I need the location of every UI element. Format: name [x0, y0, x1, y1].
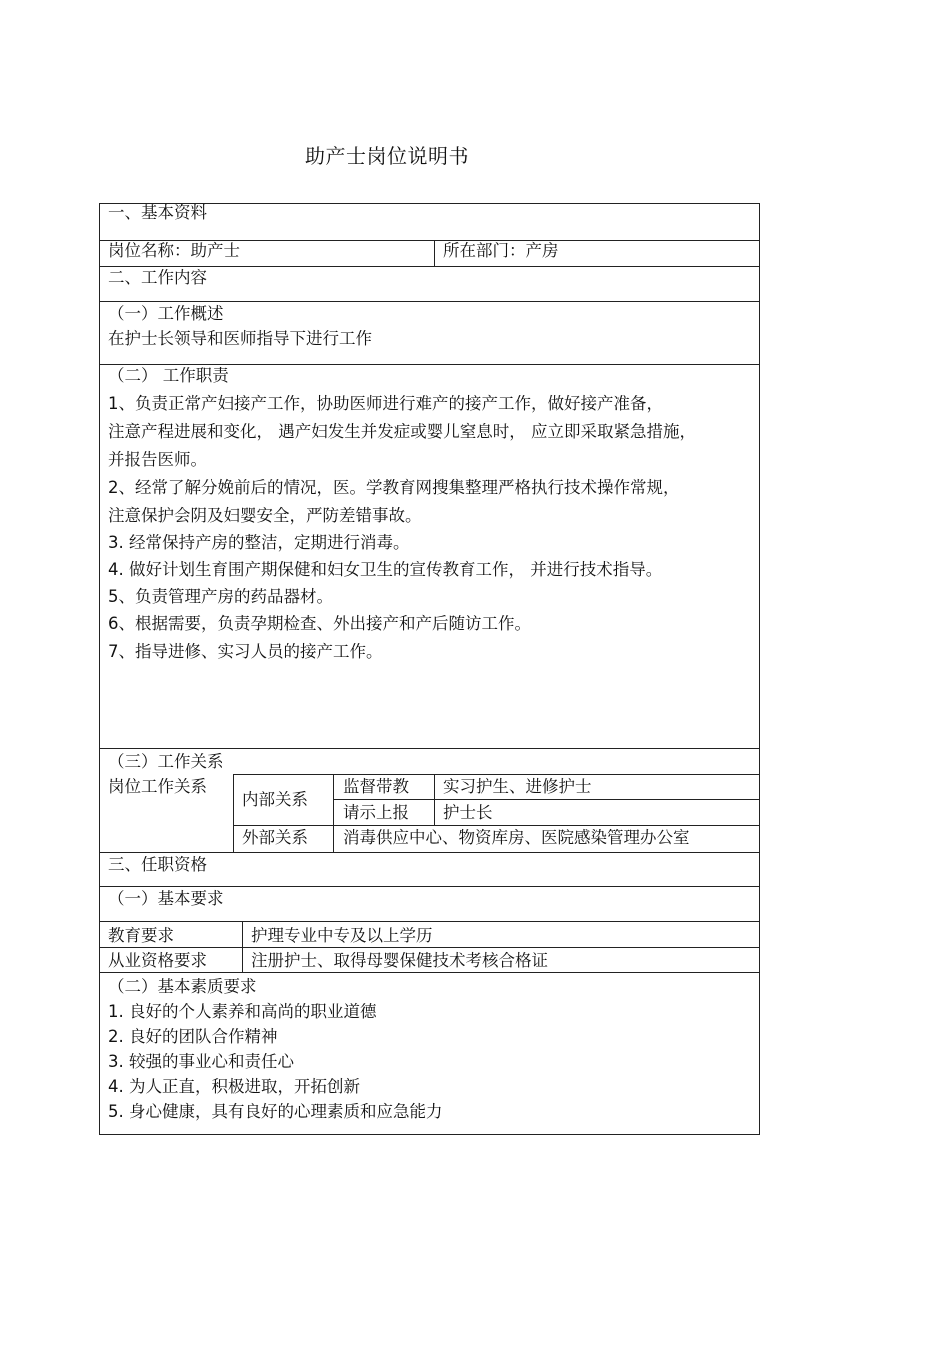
row-divider: [99, 301, 760, 302]
quality-line: 2. 良好的团队合作精神: [108, 1027, 278, 1046]
duty-line: 3. 经常保持产房的整洁，定期进行消毒。: [108, 533, 410, 552]
document-title: 助产士岗位说明书: [305, 144, 469, 168]
row-divider: [99, 748, 760, 749]
position-name: 岗位名称：助产士: [108, 241, 240, 260]
quality-line: 3. 较强的事业心和责任心: [108, 1052, 294, 1071]
row-divider: [99, 364, 760, 365]
supervise-label: 监督带教: [343, 777, 409, 796]
duty-line: 6、根据需要，负责孕期检查、外出接产和产后随访工作。: [108, 614, 531, 633]
quality-line: 4. 为人正直，积极进取，开拓创新: [108, 1077, 360, 1096]
column-divider: [434, 240, 435, 266]
section-heading-basic-info: 一、基本资料: [108, 203, 207, 222]
row-divider: [99, 852, 760, 853]
row-divider: [99, 947, 760, 948]
supervise-value: 实习护生、进修护士: [443, 777, 592, 796]
qualification-label: 从业资格要求: [108, 951, 207, 970]
internal-relations-label: 内部关系: [242, 790, 308, 809]
relations-heading: （三）工作关系: [108, 752, 224, 771]
overview-heading: （一）工作概述: [108, 304, 224, 323]
section-heading-work-content: 二、工作内容: [108, 268, 207, 287]
qualification-value: 注册护士、取得母婴保健技术考核合格证: [251, 951, 548, 970]
relations-label: 岗位工作关系: [108, 777, 207, 796]
row-divider: [233, 825, 760, 826]
duty-line: 4. 做好计划生育围产期保健和妇女卫生的宣传教育工作， 并进行技术指导。: [108, 560, 663, 579]
column-divider: [333, 774, 334, 852]
duties-heading: （二） 工作职责: [108, 366, 229, 385]
education-value: 护理专业中专及以上学历: [251, 926, 433, 945]
column-divider: [233, 774, 234, 852]
row-divider: [99, 266, 760, 267]
duty-line: 1、负责正常产妇接产工作，协助医师进行难产的接产工作，做好接产准备，: [108, 394, 663, 413]
quality-heading: （二）基本素质要求: [108, 977, 257, 996]
report-label: 请示上报: [343, 803, 409, 822]
external-relations-label: 外部关系: [242, 828, 308, 847]
row-divider: [333, 799, 760, 800]
section-heading-qualifications: 三、任职资格: [108, 855, 207, 874]
report-value: 护士长: [443, 803, 493, 822]
external-relations-value: 消毒供应中心、物资库房、医院感染管理办公室: [343, 828, 690, 847]
row-divider: [233, 774, 760, 775]
quality-line: 1. 良好的个人素养和高尚的职业道德: [108, 1002, 377, 1021]
quality-line: 5. 身心健康，具有良好的心理素质和应急能力: [108, 1102, 443, 1121]
duty-line: 2、经常了解分娩前后的情况，医。学教育网搜集整理严格执行技术操作常规，: [108, 478, 680, 497]
duty-line: 注意保护会阴及妇婴安全，严防差错事故。: [108, 506, 422, 525]
duty-line: 注意产程进展和变化， 遇产妇发生并发症或婴儿窒息时， 应立即采取紧急措施，: [108, 422, 696, 441]
row-divider: [99, 886, 760, 887]
column-divider: [434, 774, 435, 825]
duty-line: 并报告医师。: [108, 450, 207, 469]
overview-text: 在护士长领导和医师指导下进行工作: [108, 329, 372, 348]
duty-line: 7、指导进修、实习人员的接产工作。: [108, 642, 383, 661]
row-divider: [99, 972, 760, 973]
column-divider: [242, 921, 243, 972]
department: 所在部门：产房: [443, 241, 559, 260]
basic-requirements-heading: （一）基本要求: [108, 889, 224, 908]
duty-line: 5、负责管理产房的药品器材。: [108, 587, 333, 606]
education-label: 教育要求: [108, 926, 174, 945]
row-divider: [99, 921, 760, 922]
